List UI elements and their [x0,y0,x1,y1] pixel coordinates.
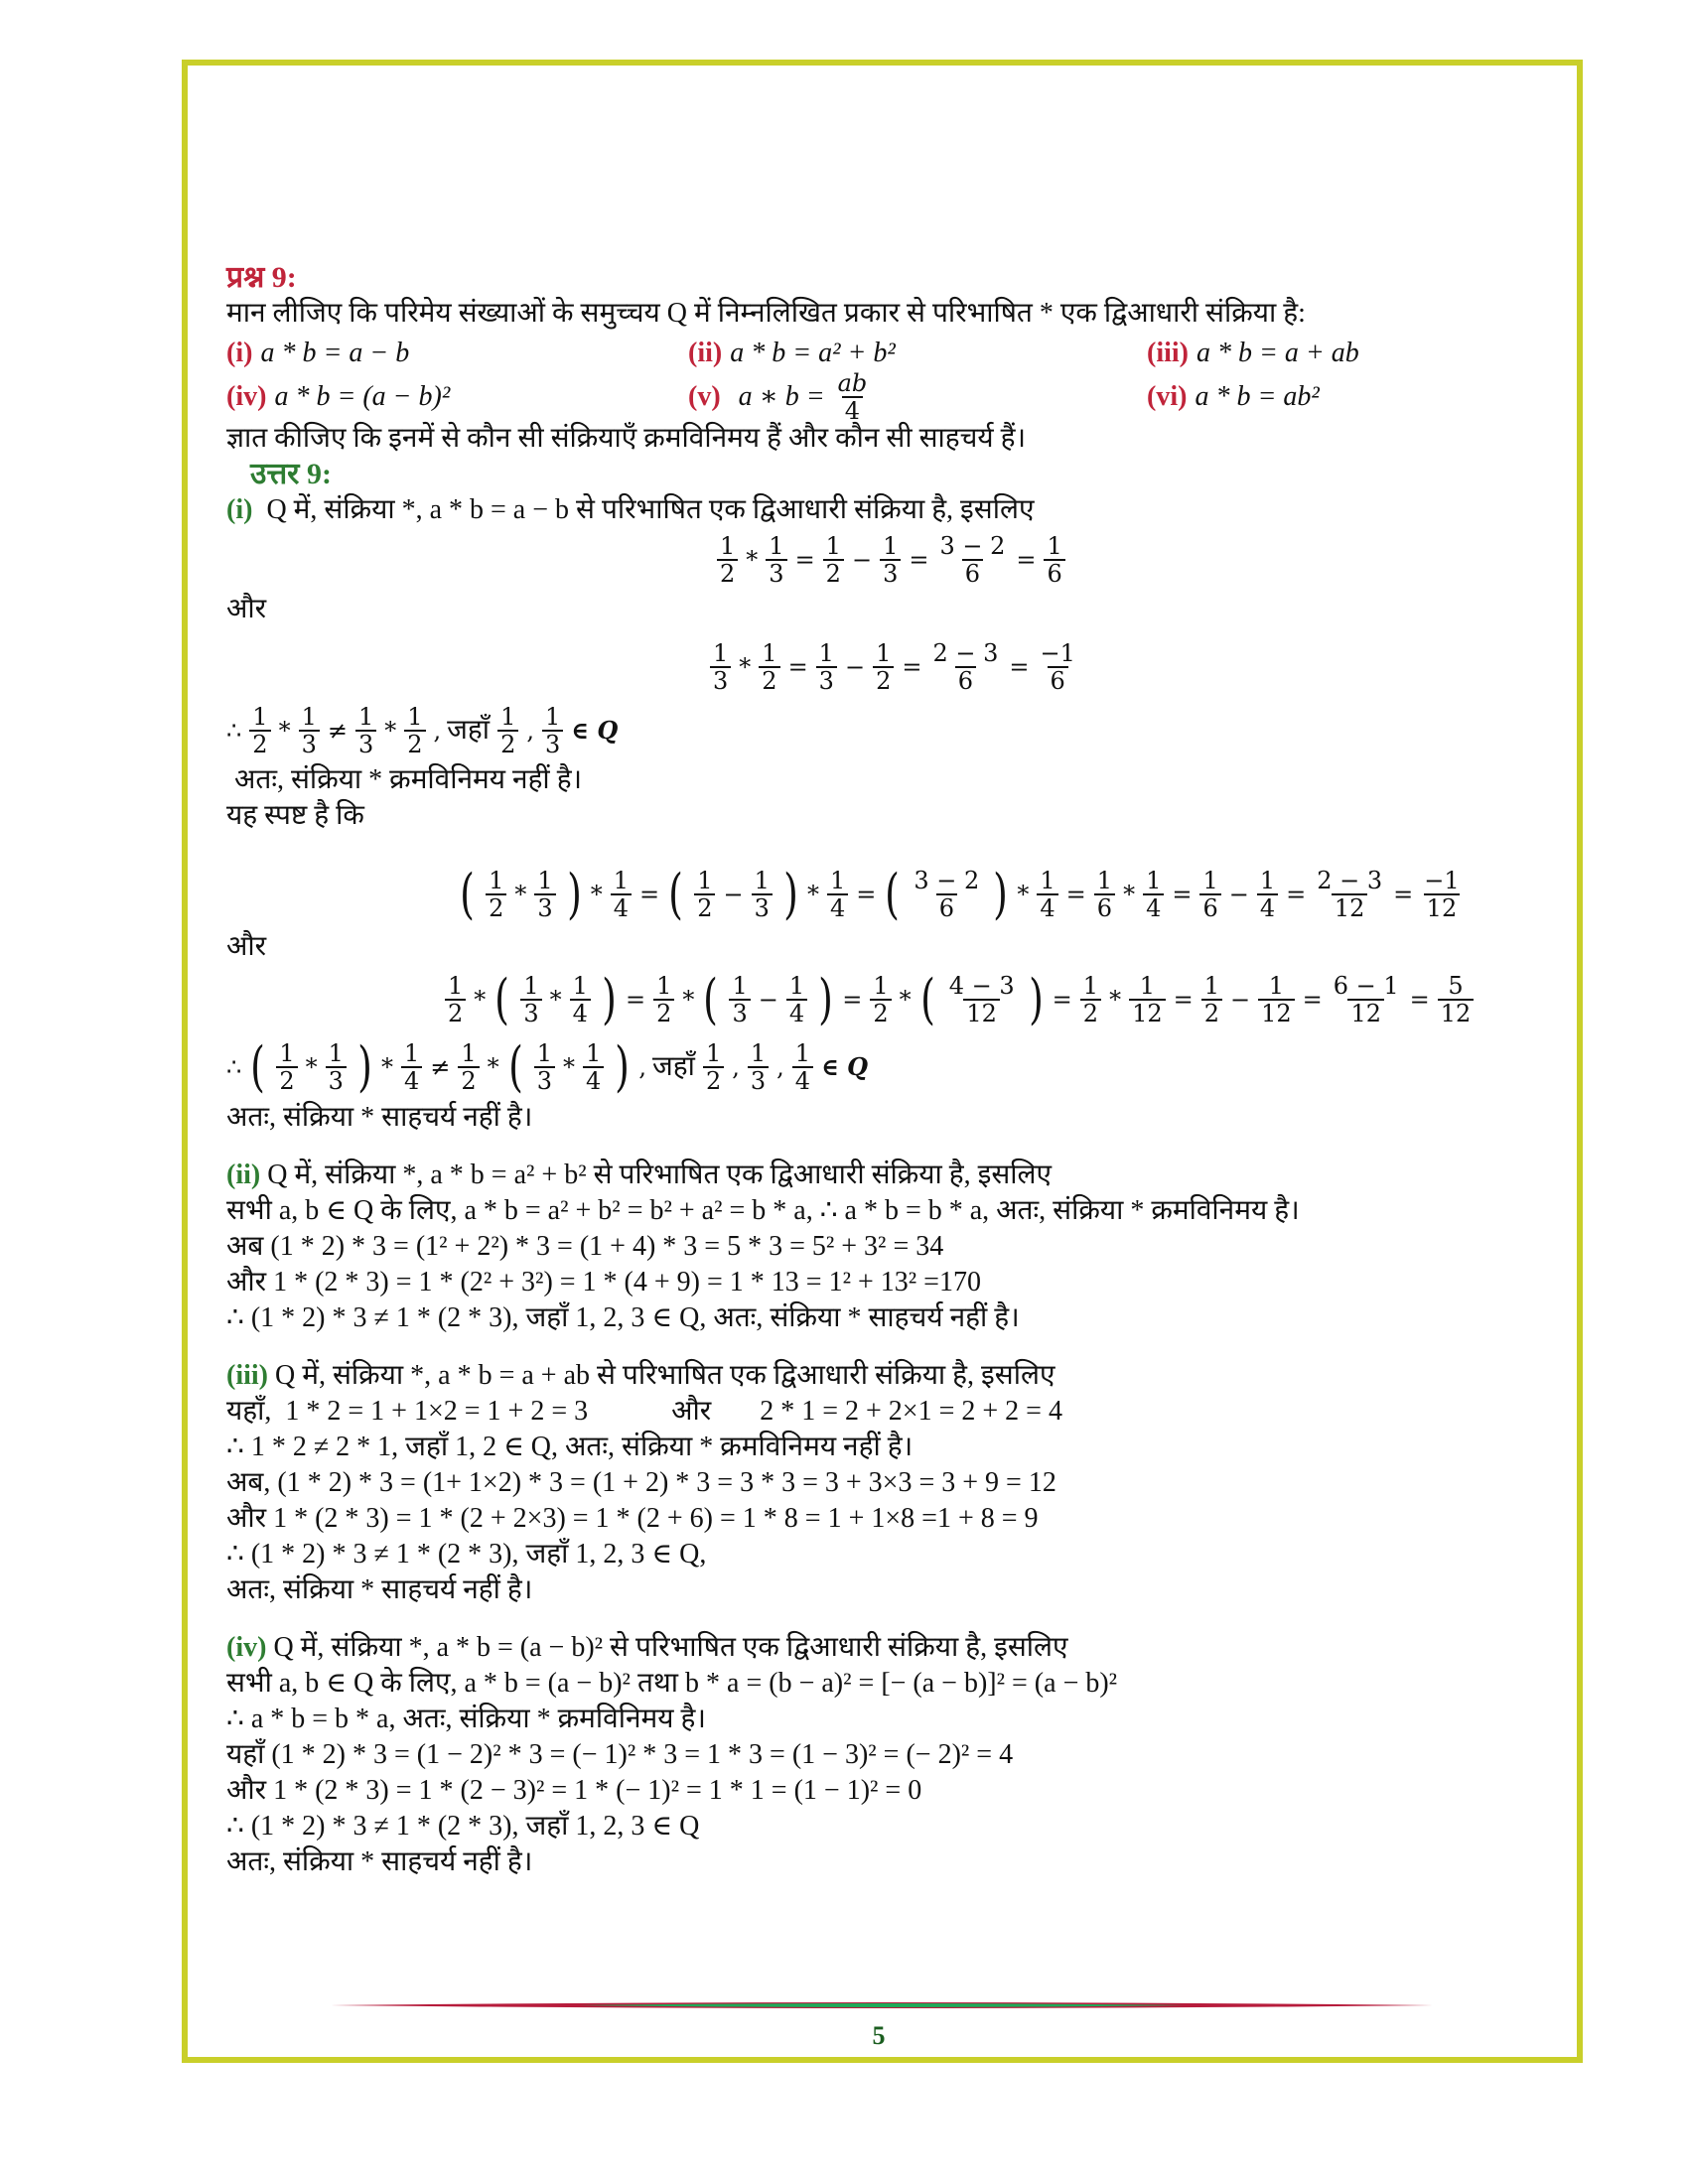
part-iii: (iii) Q में, संक्रिया *, a * b = a + ab से परिभाषित एक द्विआधारी संक्रिया है, इसलिए यहाँ, 1 * 2 = 1 + 1×2 = 1 + 2 = 3 और 2 * 1 = 2 + 2×1 = 2 + 2 = 4 ∴ 1 * 2 ≠ 2 * 1, जहाँ 1, 2 ∈ Q, अतः, संक्रिया * क्रमविनिमय नहीं है। अब, (1 * 2) * 3 = (1+ 1×2) * 3 = (1 + 2) * 3 = 3 * 3 = 3 + 3×3 = 3 + 9 = 12 और 1 * (2 * 3) = 1 * (2 + 2×3) = 1 * (2 + 6) = 1 * 8 = 1 + 1×8 =1 + 8 = 9 ∴ (1 * 2) * 3 ≠ 1 * (2 * 3), जहाँ 1, 2, 3 ∈ Q, अतः, संक्रिया * साहचर्य नहीं है। [226,1360,1062,1605]
question-statement: मान लीजिए कि परिमेय संख्याओं के समुच्चय Q में निम्नलिखित प्रकार से परिभाषित * एक द्विआधारी संक्रिया है: [226,298,1306,329]
option-ii: (ii) a * b = a² + b² [688,338,896,368]
option-i: (i) a * b = a − b [226,338,410,368]
question-title: प्रश्न 9: [226,261,297,294]
therefore-comm-i: ∴ $\frac{1}{2}$ * $\frac{1}{3}$ ≠ $\frac{1}{3}$ * $\frac{1}{2}$ , जहाँ $\frac{1}{2}$ , $\frac{1}{3}$ ∈ Q [226,703,619,758]
part-ii: (ii) Q में, संक्रिया *, a * b = a² + b² से परिभाषित एक द्विआधारी संक्रिया है, इसलिए सभी a, b ∈ Q के लिए, a * b = a² + b² = b² + a² = b * a, ∴ a * b = b * a, अतः, संक्रिया * क्रमविनिमय है। अब (1 * 2) * 3 = (1² + 2²) * 3 = (1 + 4) * 3 = 5 * 3 = 5² + 3² = 34 और 1 * (2 * 3) = 1 * (2² + 3²) = 1 * (4 + 9) = 1 * 13 = 1² + 13² =170 ∴ (1 * 2) * 3 ≠ 1 * (2 * 3), जहाँ 1, 2, 3 ∈ Q, अतः, संक्रिया * साहचर्य नहीं है। [226,1160,1300,1333]
equation-assoc-right: $\frac{1}{2}$ * ( $\frac{1}{3}$ * $\frac{1}{4}$ ) = $\frac{1}{2}$ * ( $\frac{1}{3}$ − $\frac{1}{4}$ ) = $\frac{1}{2}$ * ( $\frac{4 - 3}{12}$ ) = $\frac{1}{2}$ * $\frac{1}{12}$ = $\frac{1}{2}$ − $\frac{1}{12}$ = $\frac{6 - 1}{12}$ = $\frac{5}{12}$ [443,965,1547,1034]
equation-i-1: $\frac{1}{2}$ * $\frac{1}{3}$ = $\frac{1}{2}$ − $\frac{1}{3}$ = $\frac{3 - 2}{6}$ = $\frac{1}{6}$ [715,528,1547,592]
footer-divider [331,2000,1433,2010]
option-iv: (iv) a * b = (a − b)² [226,381,451,412]
and-label-2: और [226,931,267,962]
option-iii: (iii) a * b = a + ab [1147,338,1359,368]
part-iv: (iv) Q में, संक्रिया *, a * b = (a − b)² से परिभाषित एक द्विआधारी संक्रिया है, इसलिए सभी a, b ∈ Q के लिए, a * b = (a − b)² तथा b * a = (b − a)² = [− (a − b)]² = (a − b)² ∴ a * b = b * a, अतः, संक्रिया * क्रमविनिमय है। यहाँ (1 * 2) * 3 = (1 − 2)² * 3 = (− 1)² * 3 = 1 * 3 = (1 − 3)² = (− 2)² = 4 और 1 * (2 * 3) = 1 * (2 − 3)² = 1 * (− 1)² = 1 * 1 = (1 − 1)² = 0 ∴ (1 * 2) * 3 ≠ 1 * (2 * 3), जहाँ 1, 2, 3 ∈ Q अतः, संक्रिया * साहचर्य नहीं है। [226,1632,1118,1877]
clear-label: यह स्पष्ट है कि [226,800,364,831]
page-number: 5 [872,2021,886,2050]
question-options [226,334,1547,425]
therefore-assoc-i: ∴ ( $\frac{1}{2}$ * $\frac{1}{3}$ ) * $\frac{1}{4}$ ≠ $\frac{1}{2}$ * ( $\frac{1}{3}$ * $\frac{1}{4}$ ) , जहाँ $\frac{1}{2}$ , $\frac{1}{3}$ , $\frac{1}{4}$ ∈ Q [226,1035,869,1098]
conclusion-assoc-i: अतः, संक्रिया * साहचर्य नहीं है। [226,1102,533,1133]
fraction: $\frac{ab}{4}$ [837,369,868,425]
answer-title: उत्तर 9: [250,458,332,490]
option-vi: (vi) a * b = ab² [1147,381,1320,412]
option-v: (v) a ∗ b = $\frac{ab}{4}$ [688,377,1147,417]
equation-i-2: $\frac{1}{3}$ * $\frac{1}{2}$ = $\frac{1}{3}$ − $\frac{1}{2}$ = $\frac{2 - 3}{6}$ = $\frac{-1}{6}$ [708,635,1547,699]
question-ask: ज्ञात कीजिए कि इनमें से कौन सी संक्रियाएँ क्रमविनिमय हैं और कौन सी साहचर्य हैं। [226,423,1027,454]
equation-assoc-left: ( $\frac{1}{2}$ * $\frac{1}{3}$ ) * $\frac{1}{4}$ = ( $\frac{1}{2}$ − $\frac{1}{3}$ ) * $\frac{1}{4}$ = ( $\frac{3 - 2}{6}$ ) * $\frac{1}{4}$ = $\frac{1}{6}$ * $\frac{1}{4}$ = $\frac{1}{6}$ − $\frac{1}{4}$ = $\frac{2 - 3}{12}$ = $\frac{-1}{12}$ [460,863,1460,925]
conclusion-comm-i: अतः, संक्रिया * क्रमविनिमय नहीं है। [234,764,583,795]
and-label: और [226,594,267,624]
part-i-intro: (i) Q में, संक्रिया *, a * b = a − b से परिभाषित एक द्विआधारी संक्रिया है, इसलिए [226,494,1035,525]
page-content [226,260,1547,1880]
